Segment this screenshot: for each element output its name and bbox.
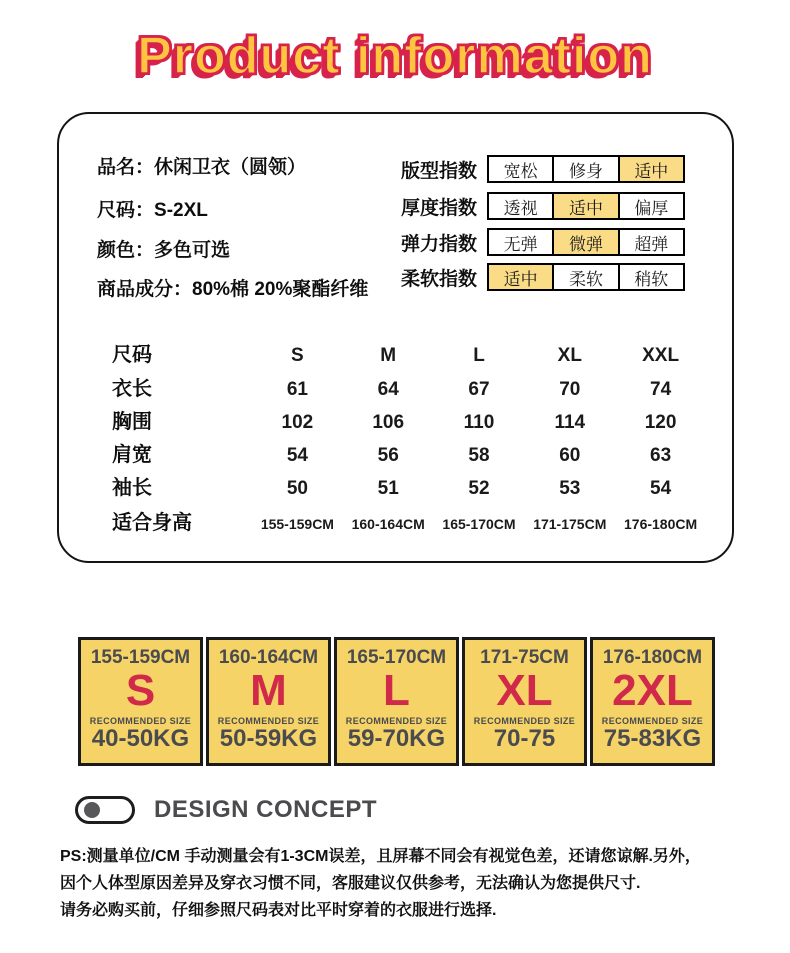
index-row-softness <box>401 263 685 291</box>
card-weight-range: 70-75 <box>493 724 556 752</box>
note-line: PS:测量单位/CM 手动测量会有1-3CM误差，且屏幕不同会有视觉色差，还请您谅解.另外， <box>60 848 701 865</box>
index-option: 偏厚 <box>618 194 683 218</box>
card-recommended-label: RECOMMENDED SIZE <box>473 715 576 726</box>
index-row-fit <box>401 155 685 183</box>
card-weight-range: 40-50KG <box>91 724 190 752</box>
field-product-name <box>97 152 306 179</box>
size-card-m <box>206 637 331 766</box>
design-concept-label: DESIGN CONCEPT <box>154 796 378 823</box>
size-column-xxl: XXL <box>642 345 680 366</box>
index-options <box>487 192 685 220</box>
cell: 155-159CM <box>260 516 334 532</box>
index-options <box>487 263 685 291</box>
size-column-l: L <box>473 345 485 366</box>
index-option: 修身 <box>552 157 617 181</box>
product-info-box <box>57 112 734 563</box>
cell: 102 <box>281 412 314 433</box>
size-cards <box>78 637 715 766</box>
cell: 176-180CM <box>624 516 698 532</box>
size-column-s: S <box>291 345 304 366</box>
cell: 52 <box>468 478 490 499</box>
field-label: 商品成分： <box>97 279 193 300</box>
field-label: 颜色： <box>97 240 155 261</box>
row-label: 适合身高 <box>112 512 192 534</box>
field-label: 尺码： <box>97 200 155 221</box>
card-weight-range: 59-70KG <box>347 724 446 752</box>
table-row-shoulder <box>59 438 732 467</box>
cell: 58 <box>468 445 490 466</box>
cell: 165-170CM <box>442 516 516 532</box>
toggle-dot-icon <box>84 802 100 818</box>
index-option: 超弹 <box>618 230 683 254</box>
index-row-thickness <box>401 192 685 220</box>
table-row-chest <box>59 405 732 434</box>
row-label: 肩宽 <box>112 444 152 466</box>
index-option: 柔软 <box>552 265 617 289</box>
note-line: 因个人体型原因差异及穿衣习惯不同，客服建议仅供参考，无法确认为您提供尺寸. <box>60 875 641 892</box>
size-table-header <box>59 338 732 367</box>
row-label: 衣长 <box>112 378 152 400</box>
cell: 63 <box>650 445 672 466</box>
card-height-range: 176-180CM <box>602 647 703 668</box>
card-height-range: 171-75CM <box>480 647 569 668</box>
cell: 53 <box>559 478 581 499</box>
card-recommended-label: RECOMMENDED SIZE <box>217 715 320 726</box>
index-label: 柔软指数 <box>401 268 478 290</box>
card-height-range: 160-164CM <box>218 647 319 668</box>
table-row-sleeve <box>59 471 732 500</box>
card-weight-range: 50-59KG <box>219 724 318 752</box>
index-option: 透视 <box>489 194 552 218</box>
index-option-selected: 适中 <box>618 157 683 181</box>
cell: 54 <box>650 478 672 499</box>
cell: 51 <box>377 478 399 499</box>
cell: 60 <box>559 445 581 466</box>
index-option-selected: 适中 <box>552 194 617 218</box>
cell: 171-175CM <box>533 516 607 532</box>
field-value: 休闲卫衣（圆领） <box>154 157 307 178</box>
size-column-xl: XL <box>557 345 582 366</box>
note-line: 请务必购买前，仔细参照尺码表对比平时穿着的衣服进行选择. <box>60 902 497 919</box>
card-size-letter: M <box>250 666 287 715</box>
card-size-letter: 2XL <box>612 666 693 715</box>
page-title: Product information <box>137 27 653 85</box>
index-option-selected: 微弹 <box>552 230 617 254</box>
card-size-letter: XL <box>496 666 553 715</box>
card-recommended-label: RECOMMENDED SIZE <box>601 715 704 726</box>
size-card-2xl <box>590 637 715 766</box>
index-options <box>487 155 685 183</box>
cell: 114 <box>554 412 586 433</box>
field-color <box>97 235 230 262</box>
index-row-elasticity <box>401 228 685 256</box>
design-concept-heading <box>75 796 377 824</box>
field-value: 多色可选 <box>154 240 231 261</box>
measurement-notes <box>60 843 750 924</box>
cell: 110 <box>463 412 495 433</box>
cell: 74 <box>650 379 672 400</box>
cell: 64 <box>377 379 399 400</box>
card-size-letter: S <box>125 666 156 715</box>
index-label: 弹力指数 <box>401 233 478 255</box>
size-card-xl <box>462 637 587 766</box>
card-size-letter: L <box>383 666 410 715</box>
field-value: S-2XL <box>154 200 208 221</box>
index-option: 无弹 <box>489 230 552 254</box>
index-label: 版型指数 <box>401 160 478 182</box>
cell: 67 <box>468 379 490 400</box>
field-label: 品名： <box>97 157 155 178</box>
toggle-pill-icon <box>75 796 135 824</box>
card-recommended-label: RECOMMENDED SIZE <box>345 715 448 726</box>
index-option: 稍软 <box>618 265 683 289</box>
cell: 61 <box>286 379 308 400</box>
card-recommended-label: RECOMMENDED SIZE <box>89 715 192 726</box>
card-height-range: 165-170CM <box>346 647 447 668</box>
cell: 54 <box>286 445 308 466</box>
cell: 120 <box>644 412 677 433</box>
size-table-header-label: 尺码 <box>112 344 152 366</box>
size-card-s <box>78 637 203 766</box>
cell: 106 <box>372 412 405 433</box>
size-column-m: M <box>380 345 397 366</box>
field-value: 80%棉 20%聚酯纤维 <box>192 279 369 300</box>
row-label: 胸围 <box>112 411 152 433</box>
cell: 160-164CM <box>351 516 425 532</box>
index-options <box>487 228 685 256</box>
cell: 50 <box>286 478 308 499</box>
field-size-range <box>97 195 208 222</box>
row-label: 袖长 <box>112 477 152 499</box>
size-card-l <box>334 637 459 766</box>
card-weight-range: 75-83KG <box>603 724 702 752</box>
index-option-selected: 适中 <box>489 265 552 289</box>
field-composition <box>97 274 368 301</box>
index-label: 厚度指数 <box>401 197 478 219</box>
card-height-range: 155-159CM <box>90 647 191 668</box>
cell: 70 <box>559 379 581 400</box>
table-row-length <box>59 372 732 401</box>
table-row-height <box>59 506 732 535</box>
cell: 56 <box>377 445 399 466</box>
index-option: 宽松 <box>489 157 552 181</box>
